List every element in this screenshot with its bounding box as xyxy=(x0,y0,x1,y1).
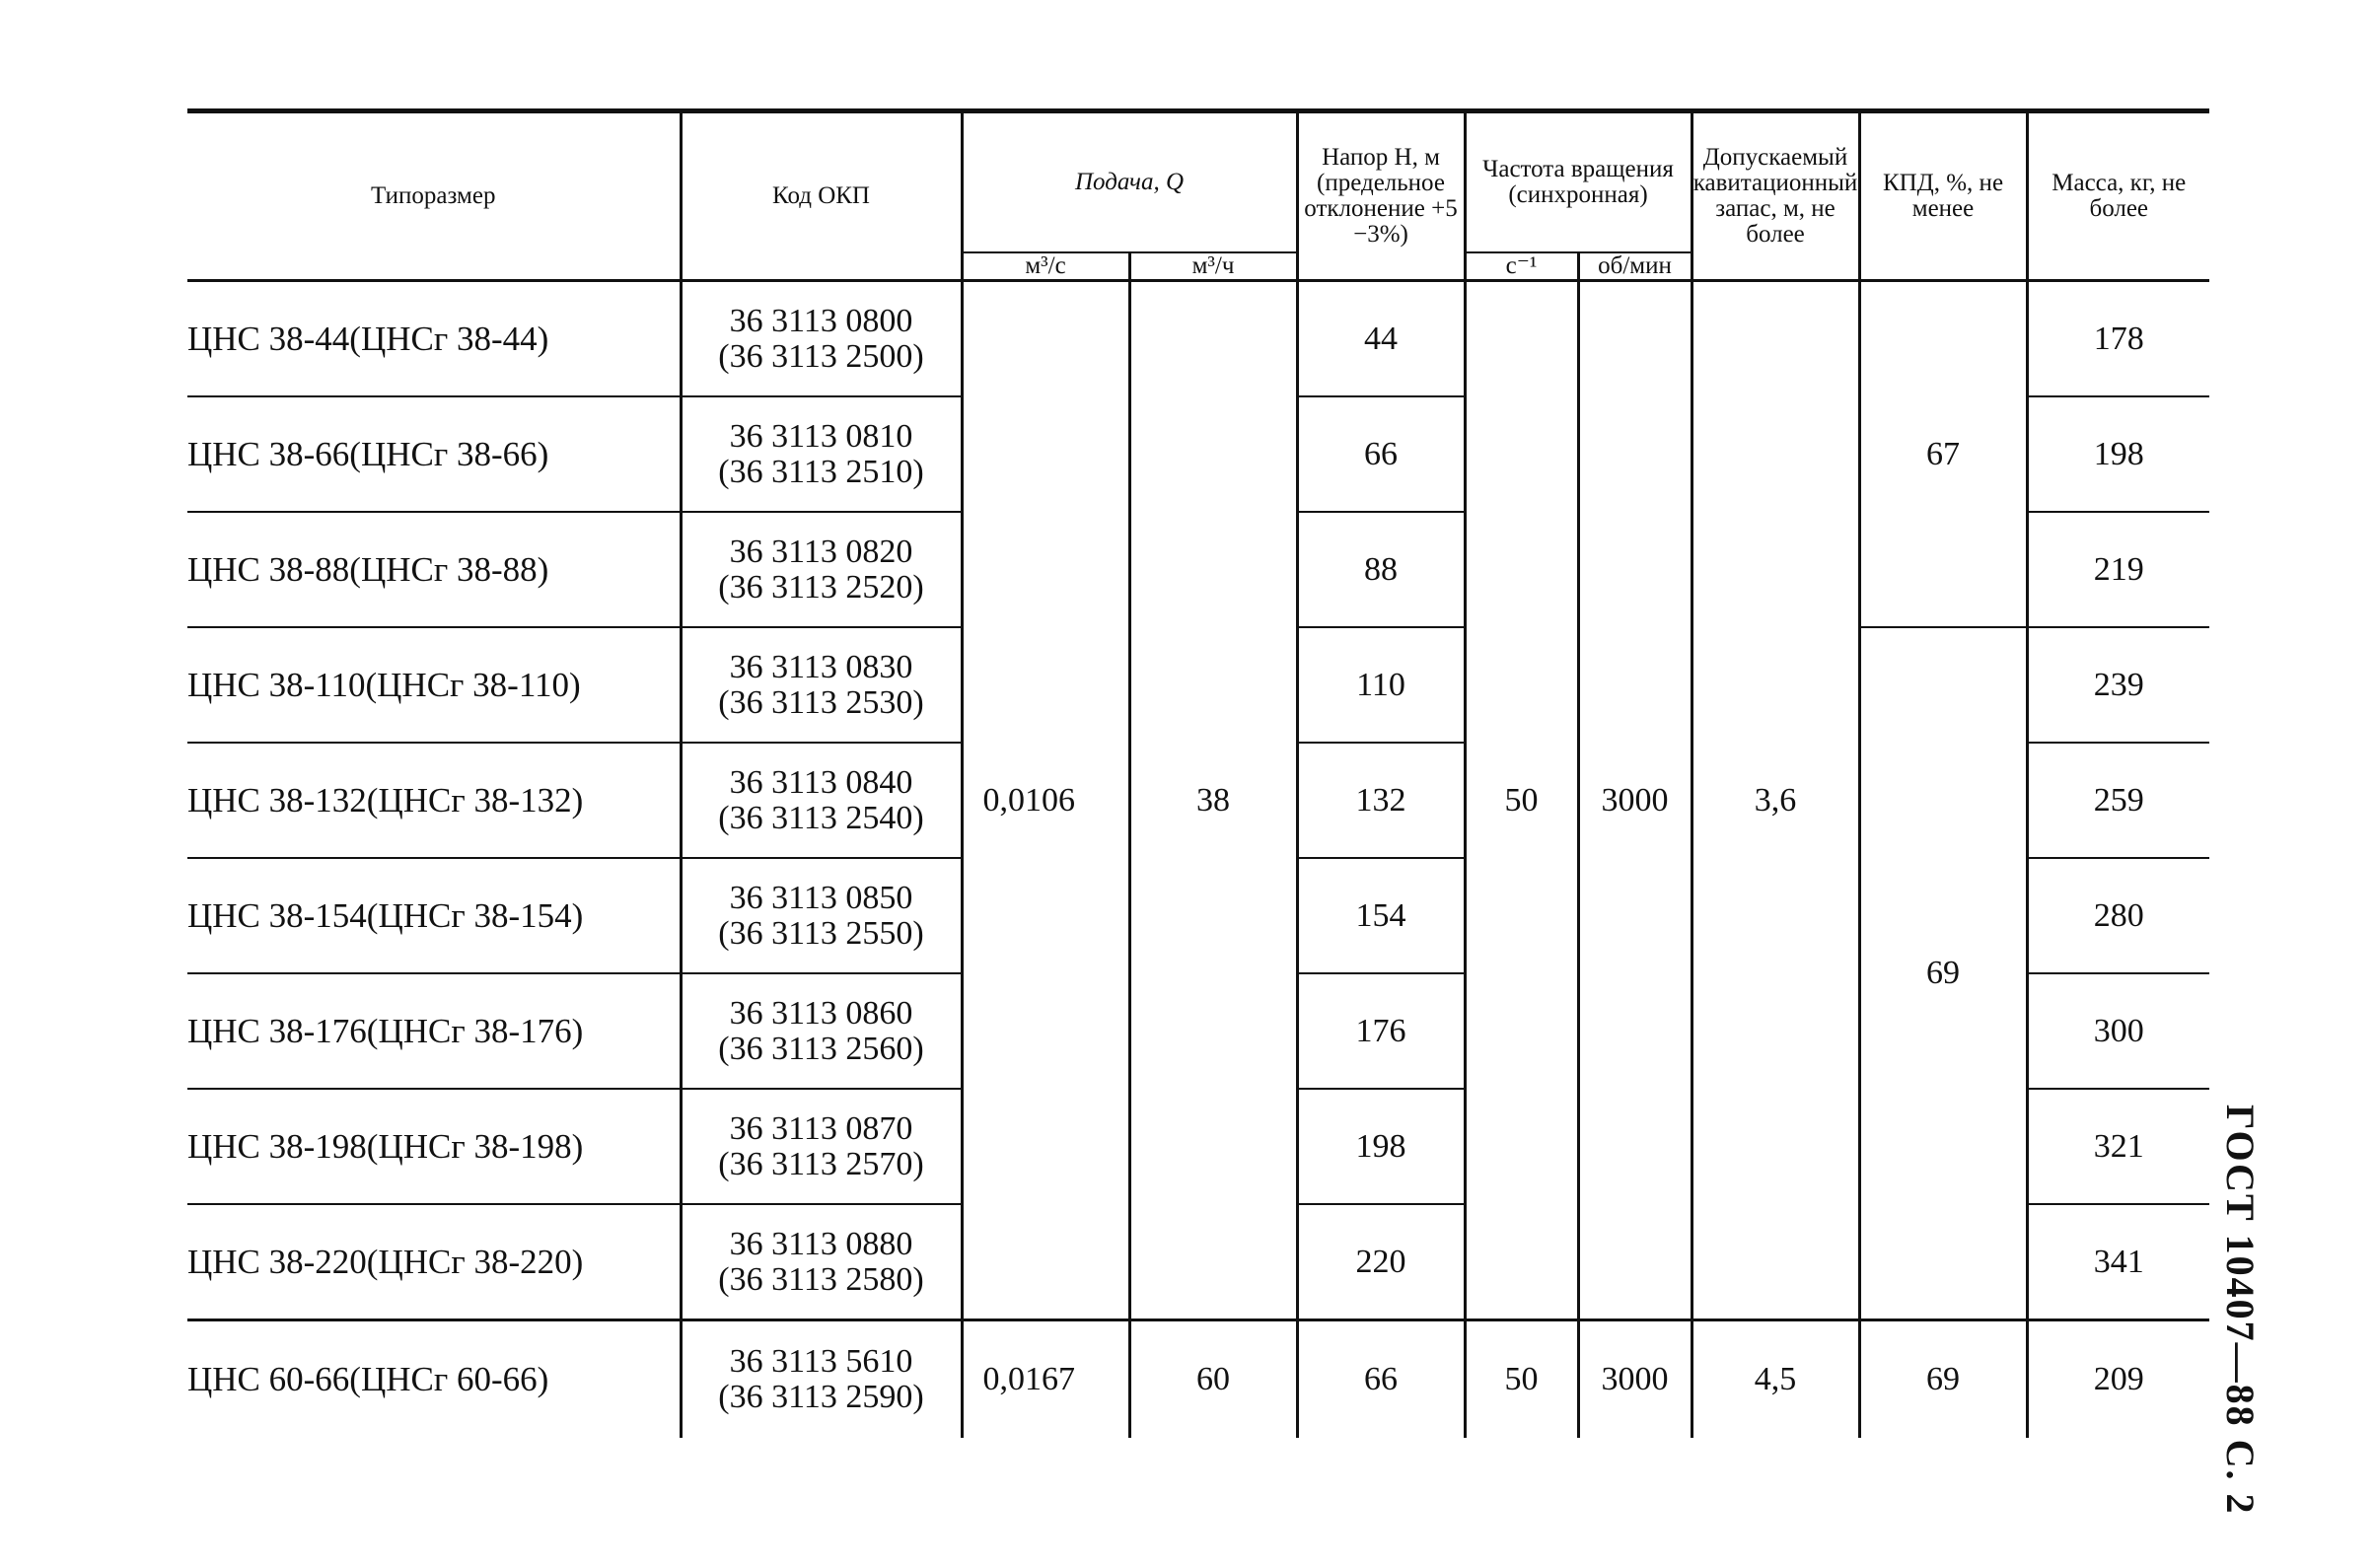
row-mass: 259 xyxy=(2027,743,2209,858)
group1-npsh: 3,6 xyxy=(1692,281,1859,1320)
okp-code-alt: (36 3113 2500) xyxy=(718,337,924,375)
page-header-rotated xyxy=(2218,1105,2293,1516)
last-row-flow-m3h: 60 xyxy=(1129,1320,1297,1439)
last-row-mass: 209 xyxy=(2027,1320,2209,1439)
row-head: 110 xyxy=(1297,627,1465,743)
row-head: 66 xyxy=(1297,396,1465,512)
header-speed-group: Частота вращения (синхронная) xyxy=(1465,111,1692,253)
okp-code-alt: (36 3113 2520) xyxy=(718,568,924,606)
header-flow-m3h: м³/ч xyxy=(1129,252,1297,281)
last-row-speed-s: 50 xyxy=(1465,1320,1578,1439)
last-row-npsh: 4,5 xyxy=(1692,1320,1859,1439)
last-row-efficiency: 69 xyxy=(1859,1320,2027,1439)
header-efficiency: КПД, %, не менее xyxy=(1859,111,2027,281)
header-typesize: Типоразмер xyxy=(187,111,681,281)
row-typesize: ЦНС 38-66(ЦНСг 38-66) xyxy=(187,396,681,512)
okp-code-main: 36 3113 0800 xyxy=(729,302,913,339)
row-okp-code xyxy=(681,512,962,627)
header-speed-unit-rpm: об/мин xyxy=(1578,252,1692,281)
header-head: Напор H, м (предельное отклонение +5 −3%) xyxy=(1297,111,1465,281)
last-row-flow-m3s: 0,0167 xyxy=(962,1320,1129,1439)
row-typesize: ЦНС 38-154(ЦНСг 38-154) xyxy=(187,858,681,973)
row-mass: 280 xyxy=(2027,858,2209,973)
header-npsh: Допускаемый кавитационный запас, м, не более xyxy=(1692,111,1859,281)
okp-code-main: 36 3113 0850 xyxy=(729,879,913,916)
last-row-okp-code xyxy=(681,1320,962,1439)
row-typesize: ЦНС 38-198(ЦНСг 38-198) xyxy=(187,1089,681,1204)
row-typesize: ЦНС 38-132(ЦНСг 38-132) xyxy=(187,743,681,858)
row-typesize: ЦНС 38-220(ЦНСг 38-220) xyxy=(187,1204,681,1320)
group1-efficiency-b: 69 xyxy=(1859,627,2027,1320)
okp-code-alt: (36 3113 2560) xyxy=(718,1030,924,1067)
row-okp-code xyxy=(681,743,962,858)
page-header-text: ГОСТ 10407—88 С. 2 xyxy=(2218,1105,2263,1516)
last-row-typesize: ЦНС 60-66(ЦНСг 60-66) xyxy=(187,1320,681,1439)
header-mass: Масса, кг, не более xyxy=(2027,111,2209,281)
row-typesize: ЦНС 38-176(ЦНСг 38-176) xyxy=(187,973,681,1089)
group1-speed-s: 50 xyxy=(1465,281,1578,1320)
okp-code-alt: (36 3113 2580) xyxy=(718,1260,924,1298)
group1-flow-m3s: 0,0106 xyxy=(962,281,1129,1320)
okp-code-main: 36 3113 0830 xyxy=(729,648,913,685)
row-typesize: ЦНС 38-88(ЦНСг 38-88) xyxy=(187,512,681,627)
row-okp-code xyxy=(681,858,962,973)
header-flow-m3s: м³/с xyxy=(962,252,1129,281)
okp-code-main: 36 3113 0820 xyxy=(729,533,913,570)
row-mass: 341 xyxy=(2027,1204,2209,1320)
row-okp-code xyxy=(681,627,962,743)
row-typesize: ЦНС 38-44(ЦНСг 38-44) xyxy=(187,319,549,358)
okp-code-main: 36 3113 0860 xyxy=(729,994,913,1032)
okp-code-main: 36 3113 0880 xyxy=(729,1225,913,1262)
pump-spec-table xyxy=(187,108,2209,1438)
row-head: 44 xyxy=(1297,281,1465,397)
header-speed-unit-s: с⁻¹ xyxy=(1465,252,1578,281)
row-mass: 321 xyxy=(2027,1089,2209,1204)
okp-code-main: 36 3113 5610 xyxy=(729,1343,913,1380)
okp-code-alt: (36 3113 2510) xyxy=(718,453,924,490)
row-okp-code xyxy=(681,1204,962,1320)
last-row-speed-rpm: 3000 xyxy=(1578,1320,1692,1439)
okp-code-alt: (36 3113 2590) xyxy=(718,1379,924,1415)
row-head: 220 xyxy=(1297,1204,1465,1320)
group1-efficiency-a: 67 xyxy=(1859,281,2027,628)
header-flow-group: Подача, Q xyxy=(962,111,1297,253)
row-okp-code xyxy=(681,1089,962,1204)
row-mass: 300 xyxy=(2027,973,2209,1089)
okp-code-main: 36 3113 0840 xyxy=(729,763,913,801)
row-head: 88 xyxy=(1297,512,1465,627)
row-head: 176 xyxy=(1297,973,1465,1089)
header-okp-code: Код ОКП xyxy=(681,111,962,281)
group1-speed-rpm: 3000 xyxy=(1578,281,1692,1320)
row-head: 198 xyxy=(1297,1089,1465,1204)
okp-code-alt: (36 3113 2550) xyxy=(718,914,924,952)
group1-flow-m3h: 38 xyxy=(1129,281,1297,1320)
row-okp-code xyxy=(681,281,962,397)
row-head: 132 xyxy=(1297,743,1465,858)
okp-code-main: 36 3113 0870 xyxy=(729,1109,913,1147)
okp-code-alt: (36 3113 2570) xyxy=(718,1145,924,1182)
okp-code-alt: (36 3113 2540) xyxy=(718,799,924,836)
last-row-head: 66 xyxy=(1297,1320,1465,1439)
row-mass: 178 xyxy=(2027,281,2209,397)
row-mass: 219 xyxy=(2027,512,2209,627)
okp-code-alt: (36 3113 2530) xyxy=(718,683,924,721)
row-mass: 239 xyxy=(2027,627,2209,743)
row-head: 154 xyxy=(1297,858,1465,973)
row-okp-code xyxy=(681,973,962,1089)
row-typesize: ЦНС 38-110(ЦНСг 38-110) xyxy=(187,627,681,743)
okp-code-main: 36 3113 0810 xyxy=(729,417,913,455)
row-mass: 198 xyxy=(2027,396,2209,512)
row-okp-code xyxy=(681,396,962,512)
